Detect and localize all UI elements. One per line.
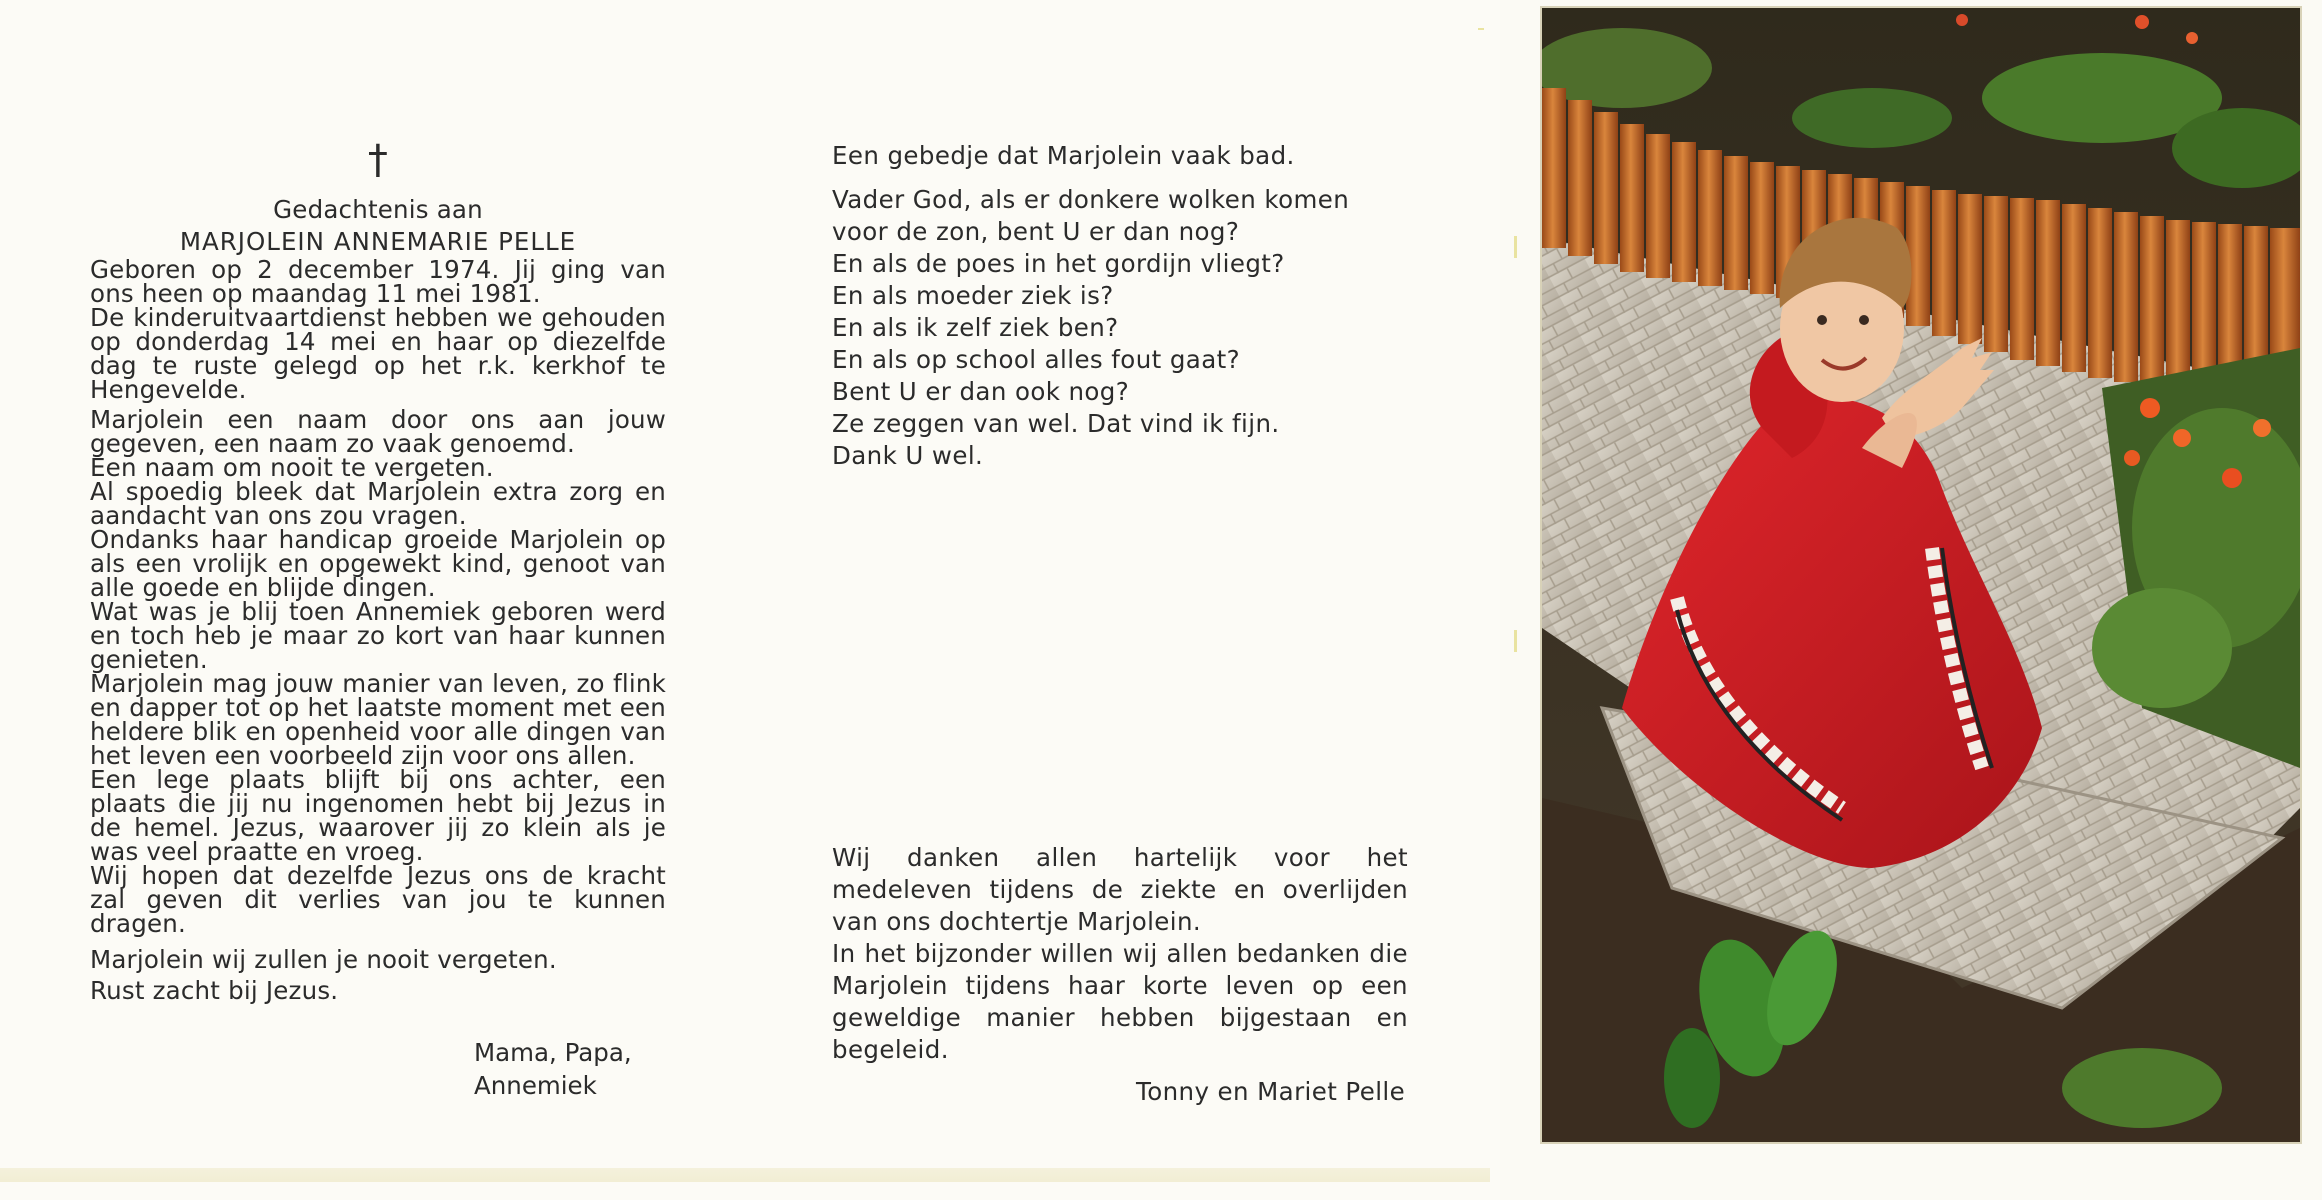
heading: Gedachtenis aan bbox=[273, 195, 483, 224]
parents-signature: Tonny en Mariet Pelle bbox=[1136, 1077, 1406, 1106]
closing-rest: Rust zacht bij Jezus. bbox=[90, 976, 339, 1005]
child-photo bbox=[1540, 6, 2302, 1144]
fold-mark bbox=[1514, 630, 1517, 652]
fold-mark bbox=[1478, 28, 1484, 30]
prayer-intro: Een gebedje dat Marjolein vaak bad. bbox=[832, 141, 1295, 170]
poem-line: Ze zeggen van wel. Dat vind ik fijn. bbox=[832, 409, 1280, 438]
poem-line: En als op school alles fout gaat? bbox=[832, 345, 1241, 374]
paragraph-example: Marjolein mag jouw manier van leven, zo flink en dapper tot op het laatste moment met een heldere blik en openheid voor alle dingen van het leven een voorbeeld zijn voor ons allen. bbox=[90, 669, 666, 770]
poem-line: Vader God, als er donkere wolken komen bbox=[832, 185, 1350, 214]
paragraph-strength: Wij hopen dat dezelfde Jezus ons de kracht zal geven dit verlies van jou te kunnen dragen. bbox=[90, 861, 666, 938]
poem-line: voor de zon, bent U er dan nog? bbox=[832, 217, 1240, 246]
cross-icon: † bbox=[367, 137, 389, 183]
signature-sister: Annemiek bbox=[474, 1071, 597, 1100]
thanks-column bbox=[832, 842, 1408, 1066]
paragraph-empty-place: Een lege plaats blijft bij ons achter, een plaats die jij nu ingenomen hebt bij Jezus in de hemel. Jezus, waarover jij zo klein als je was veel praatte en vroeg. bbox=[90, 765, 666, 866]
paragraph-birth: Geboren op 2 december 1974. Jij ging van ons heen op maandag 11 mei 1981. bbox=[90, 255, 666, 308]
paragraph-annemiek: Wat was je blij toen Annemiek geboren werd en toch heb je maar zo kort van haar kunnen genieten. bbox=[90, 597, 666, 674]
poem-line: En als moeder ziek is? bbox=[832, 281, 1114, 310]
thanks-paragraph-2: In het bijzonder willen wij allen bedanken die Marjolein tijdens haar korte leven op een geweldige manier hebben bijgestaan en begeleid. bbox=[832, 939, 1408, 1064]
deceased-name: MARJOLEIN ANNEMARIE PELLE bbox=[179, 227, 577, 256]
poem-line: Dank U wel. bbox=[832, 441, 984, 470]
card-edge bbox=[0, 1168, 1490, 1182]
thanks-paragraph-1: Wij danken allen hartelijk voor het medeleven tijdens de ziekte en overlijden van ons dochtertje Marjolein. bbox=[832, 843, 1408, 936]
poem-line: En als de poes in het gordijn vliegt? bbox=[832, 249, 1285, 278]
poem-line: En als ik zelf ziek ben? bbox=[832, 313, 1119, 342]
paragraph-care: Al spoedig bleek dat Marjolein extra zorg en aandacht van ons zou vragen. bbox=[90, 477, 666, 530]
paragraph-never-forget: Een naam om nooit te vergeten. bbox=[90, 453, 494, 482]
poem-line: Bent U er dan ook nog? bbox=[832, 377, 1130, 406]
fold-mark bbox=[1514, 236, 1517, 258]
paragraph-name: Marjolein een naam door ons aan jouw gegeven, een naam zo vaak genoemd. bbox=[90, 405, 666, 458]
paragraph-handicap: Ondanks haar handicap groeide Marjolein op als een vrolijk en opgewekt kind, genoot van alle goede en blijde dingen. bbox=[90, 525, 666, 602]
family-signature bbox=[474, 1036, 632, 1102]
paragraph-funeral: De kinderuitvaartdienst hebben we gehouden op donderdag 14 mei en haar op diezelfde dag te ruste gelegd op het r.k. kerkhof te Hengevelde. bbox=[90, 303, 666, 404]
left-column bbox=[90, 137, 666, 1006]
signature-parents: Mama, Papa, bbox=[474, 1038, 632, 1067]
closing-never-forget: Marjolein wij zullen je nooit vergeten. bbox=[90, 945, 557, 974]
photo-illustration bbox=[1542, 8, 2300, 1142]
prayer-column bbox=[832, 140, 1412, 472]
